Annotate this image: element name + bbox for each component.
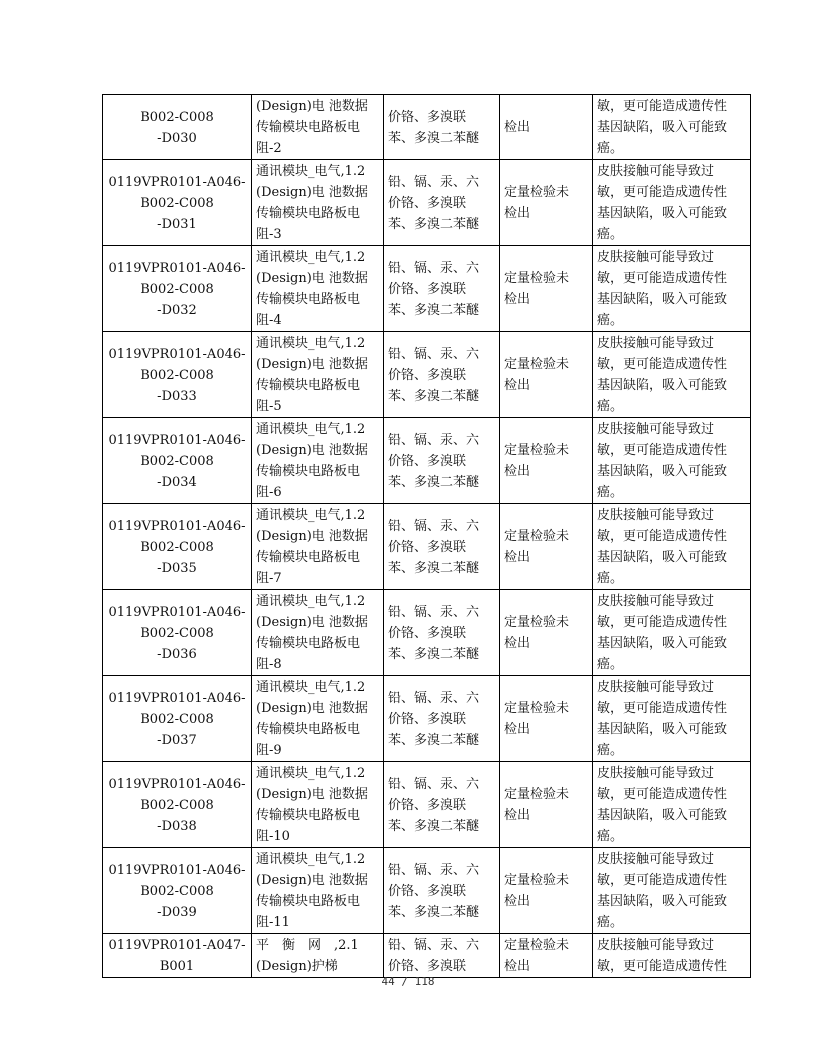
cell-line: 基因缺陷，吸入可能致 xyxy=(597,292,728,307)
table-row xyxy=(103,160,751,246)
cell-line: 皮肤接触可能导致过 xyxy=(597,164,715,179)
cell-line: -D034 xyxy=(157,474,197,490)
result-cell xyxy=(500,762,593,848)
part-name-cell xyxy=(252,160,384,246)
cell-line: 通讯模块_电气,1.2 xyxy=(256,336,366,351)
cell-line: -D031 xyxy=(157,216,197,232)
cell-line: 铅、镉、汞、六 xyxy=(388,518,480,534)
part-code-cell xyxy=(103,762,252,848)
hazard-cell xyxy=(593,934,751,978)
part-name-cell xyxy=(252,590,384,676)
result-cell xyxy=(500,95,593,160)
hazard-cell xyxy=(593,246,751,332)
cell-line: -D037 xyxy=(157,732,197,748)
cell-line: 皮肤接触可能导致过 xyxy=(597,250,715,265)
substances-cell xyxy=(384,848,500,934)
cell-line: 0119VPR0101-A046- xyxy=(108,260,246,276)
cell-line: B002-C008 xyxy=(140,883,214,899)
cell-line: B002-C008 xyxy=(140,109,214,125)
cell-line: 阻-5 xyxy=(256,399,282,414)
cell-line: 皮肤接触可能导致过 xyxy=(597,336,715,351)
cell-line: (Design)电 池数据 xyxy=(256,99,368,114)
substances-cell xyxy=(384,418,500,504)
table-row xyxy=(103,848,751,934)
part-code-cell xyxy=(103,590,252,676)
cell-line: 铅、镉、汞、六 xyxy=(388,432,480,448)
part-name-cell xyxy=(252,418,384,504)
cell-line: 检出 xyxy=(504,636,531,651)
cell-line: 价铬、多溴联 xyxy=(388,883,467,899)
result-cell xyxy=(500,332,593,418)
cell-line: 癌。 xyxy=(597,657,624,672)
cell-line: 价铬、多溴联 xyxy=(388,195,467,211)
cell-line: 苯、多溴二苯醚 xyxy=(388,818,480,834)
cell-line: 传输模块电路板电 xyxy=(256,550,361,565)
hazard-cell xyxy=(593,762,751,848)
hazard-cell xyxy=(593,848,751,934)
cell-line: 定量检验未 xyxy=(504,873,570,888)
part-code-cell xyxy=(103,934,252,978)
cell-line: (Design)电 池数据 xyxy=(256,185,368,200)
hazard-cell xyxy=(593,95,751,160)
cell-line: 基因缺陷，吸入可能致 xyxy=(597,722,728,737)
cell-line: 铅、镉、汞、六 xyxy=(388,346,480,362)
cell-line: B002-C008 xyxy=(140,539,214,555)
cell-line: -D035 xyxy=(157,560,197,576)
cell-line: 定量检验未 xyxy=(504,271,570,286)
cell-line: 价铬、多溴联 xyxy=(388,453,467,469)
cell-line: 苯、多溴二苯醚 xyxy=(388,904,480,920)
cell-line: 铅、镉、汞、六 xyxy=(388,776,480,792)
part-code-cell xyxy=(103,160,252,246)
cell-line: 癌。 xyxy=(597,829,624,844)
cell-line: 定量检验未 xyxy=(504,787,570,802)
cell-line: 基因缺陷，吸入可能致 xyxy=(597,206,728,221)
cell-line: 癌。 xyxy=(597,399,624,414)
part-name-cell xyxy=(252,848,384,934)
cell-line: 传输模块电路板电 xyxy=(256,206,361,221)
cell-line: (Design)电 池数据 xyxy=(256,615,368,630)
table-row xyxy=(103,590,751,676)
cell-line: 价铬、多溴联 xyxy=(388,539,467,555)
cell-line: 基因缺陷，吸入可能致 xyxy=(597,894,728,909)
substances-cell xyxy=(384,762,500,848)
cell-line: 阻-9 xyxy=(256,743,282,758)
result-cell xyxy=(500,590,593,676)
cell-line: 价铬、多溴联 xyxy=(388,711,467,727)
cell-line: 0119VPR0101-A046- xyxy=(108,518,246,534)
cell-line: 敏，更可能造成遗传性 xyxy=(597,873,728,888)
part-name-cell xyxy=(252,762,384,848)
cell-line: 传输模块电路板电 xyxy=(256,120,361,135)
cell-line: 0119VPR0101-A046- xyxy=(108,690,246,706)
cell-line: 苯、多溴二苯醚 xyxy=(388,388,480,404)
cell-line: (Design)电 池数据 xyxy=(256,357,368,372)
cell-line: 阻-7 xyxy=(256,571,282,586)
cell-line: 阻-8 xyxy=(256,657,282,672)
cell-line: 基因缺陷，吸入可能致 xyxy=(597,636,728,651)
result-cell xyxy=(500,504,593,590)
cell-line: -D039 xyxy=(157,904,197,920)
part-code-cell xyxy=(103,246,252,332)
table-body xyxy=(103,95,751,978)
table-row xyxy=(103,676,751,762)
cell-line: (Design)电 池数据 xyxy=(256,701,368,716)
cell-line: 敏，更可能造成遗传性 xyxy=(597,185,728,200)
cell-line: 传输模块电路板电 xyxy=(256,464,361,479)
cell-line: 敏，更可能造成遗传性 xyxy=(597,443,728,458)
cell-line: 价铬、多溴联 xyxy=(388,281,467,297)
cell-line: 敏，更可能造成遗传性 xyxy=(597,99,728,114)
table-row xyxy=(103,332,751,418)
cell-line: 价铬、多溴联 xyxy=(388,109,467,125)
cell-line: 通讯模块_电气,1.2 xyxy=(256,852,366,867)
cell-line: 苯、多溴二苯醚 xyxy=(388,302,480,318)
cell-line: 铅、镉、汞、六 xyxy=(388,260,480,276)
cell-line: 敏，更可能造成遗传性 xyxy=(597,271,728,286)
cell-line: B002-C008 xyxy=(140,625,214,641)
cell-line: 癌。 xyxy=(597,485,624,500)
cell-line: 阻-3 xyxy=(256,227,282,242)
cell-line: 癌。 xyxy=(597,141,624,156)
result-cell xyxy=(500,418,593,504)
result-cell xyxy=(500,160,593,246)
part-code-cell xyxy=(103,332,252,418)
cell-line: 检出 xyxy=(504,464,531,479)
cell-line: 定量检验未 xyxy=(504,615,570,630)
cell-line: 基因缺陷，吸入可能致 xyxy=(597,378,728,393)
cell-line: 癌。 xyxy=(597,227,624,242)
cell-line: 铅、镉、汞、六 xyxy=(388,690,480,706)
cell-line: 通讯模块_电气,1.2 xyxy=(256,766,366,781)
cell-line: 价铬、多溴联 xyxy=(388,959,467,974)
cell-line: 皮肤接触可能导致过 xyxy=(597,594,715,609)
table-row xyxy=(103,504,751,590)
cell-line: 通讯模块_电气,1.2 xyxy=(256,680,366,695)
part-code-cell xyxy=(103,418,252,504)
cell-line: 价铬、多溴联 xyxy=(388,367,467,383)
cell-line: 0119VPR0101-A046- xyxy=(108,174,246,190)
result-cell xyxy=(500,848,593,934)
cell-line: -D030 xyxy=(157,130,197,146)
hazard-cell xyxy=(593,160,751,246)
cell-line: 价铬、多溴联 xyxy=(388,625,467,641)
cell-line: 检出 xyxy=(504,722,531,737)
cell-line: (Design)电 池数据 xyxy=(256,787,368,802)
cell-line: 传输模块电路板电 xyxy=(256,808,361,823)
cell-line: 铅、镉、汞、六 xyxy=(388,862,480,878)
cell-line: 价铬、多溴联 xyxy=(388,797,467,813)
cell-line: 铅、镉、汞、六 xyxy=(388,604,480,620)
cell-line: 癌。 xyxy=(597,313,624,328)
substances-cell xyxy=(384,676,500,762)
part-name-cell xyxy=(252,246,384,332)
cell-line: (Design)电 池数据 xyxy=(256,529,368,544)
cell-line: 基因缺陷，吸入可能致 xyxy=(597,550,728,565)
cell-line: 皮肤接触可能导致过 xyxy=(597,508,715,523)
part-code-cell xyxy=(103,848,252,934)
hazard-table xyxy=(102,94,751,978)
cell-line: 检出 xyxy=(504,550,531,565)
part-name-cell xyxy=(252,676,384,762)
cell-line: 检出 xyxy=(504,120,531,135)
part-name-cell xyxy=(252,504,384,590)
hazard-cell xyxy=(593,676,751,762)
cell-line: (Design)电 池数据 xyxy=(256,271,368,286)
cell-line: 苯、多溴二苯醚 xyxy=(388,216,480,232)
cell-line: B002-C008 xyxy=(140,367,214,383)
cell-line: 苯、多溴二苯醚 xyxy=(388,130,480,146)
cell-line: 定量检验未 xyxy=(504,701,570,716)
cell-line: 皮肤接触可能导致过 xyxy=(597,938,715,953)
part-name-cell xyxy=(252,934,384,978)
cell-line: 敏，更可能造成遗传性 xyxy=(597,615,728,630)
cell-line: B002-C008 xyxy=(140,797,214,813)
substances-cell xyxy=(384,504,500,590)
hazard-cell xyxy=(593,590,751,676)
cell-line: 通讯模块_电气,1.2 xyxy=(256,508,366,523)
cell-line: 检出 xyxy=(504,959,531,974)
table-row xyxy=(103,418,751,504)
cell-line: 0119VPR0101-A046- xyxy=(108,604,246,620)
cell-line: 基因缺陷，吸入可能致 xyxy=(597,808,728,823)
cell-line: 癌。 xyxy=(597,571,624,586)
substances-cell xyxy=(384,332,500,418)
cell-line: 通讯模块_电气,1.2 xyxy=(256,164,366,179)
substances-cell xyxy=(384,934,500,978)
cell-line: (Design)电 池数据 xyxy=(256,873,368,888)
cell-line: (Design)电 池数据 xyxy=(256,443,368,458)
cell-line: -D038 xyxy=(157,818,197,834)
part-code-cell xyxy=(103,676,252,762)
cell-line: 定量检验未 xyxy=(504,938,570,953)
substances-cell xyxy=(384,95,500,160)
cell-line: 铅、镉、汞、六 xyxy=(388,938,480,953)
hazard-cell xyxy=(593,418,751,504)
cell-line: 0119VPR0101-A047- xyxy=(108,938,246,953)
cell-line: 皮肤接触可能导致过 xyxy=(597,766,715,781)
cell-line: 基因缺陷，吸入可能致 xyxy=(597,120,728,135)
cell-line: 检出 xyxy=(504,894,531,909)
cell-line: 传输模块电路板电 xyxy=(256,722,361,737)
cell-line: 传输模块电路板电 xyxy=(256,292,361,307)
table-row xyxy=(103,934,751,978)
cell-line: 基因缺陷，吸入可能致 xyxy=(597,464,728,479)
cell-line: 癌。 xyxy=(597,915,624,930)
page-indicator: 44 / 118 xyxy=(381,975,435,988)
cell-line: 0119VPR0101-A046- xyxy=(108,432,246,448)
cell-line: 传输模块电路板电 xyxy=(256,636,361,651)
cell-line: 通讯模块_电气,1.2 xyxy=(256,422,366,437)
result-cell xyxy=(500,934,593,978)
cell-line: 敏，更可能造成遗传性 xyxy=(597,787,728,802)
hazard-cell xyxy=(593,504,751,590)
cell-line: 通讯模块_电气,1.2 xyxy=(256,594,366,609)
cell-line: 敏，更可能造成遗传性 xyxy=(597,357,728,372)
cell-line: 检出 xyxy=(504,206,531,221)
cell-line: 通讯模块_电气,1.2 xyxy=(256,250,366,265)
cell-line: 皮肤接触可能导致过 xyxy=(597,422,715,437)
table-row xyxy=(103,95,751,160)
cell-line: 敏，更可能造成遗传性 xyxy=(597,529,728,544)
substances-cell xyxy=(384,160,500,246)
cell-line: 检出 xyxy=(504,378,531,393)
cell-line: 阻-2 xyxy=(256,141,282,156)
hazard-cell xyxy=(593,332,751,418)
cell-line: B002-C008 xyxy=(140,453,214,469)
cell-line: 定量检验未 xyxy=(504,185,570,200)
part-code-cell xyxy=(103,504,252,590)
cell-line: 检出 xyxy=(504,292,531,307)
cell-line: (Design)护梯 xyxy=(256,959,338,974)
cell-line: B001 xyxy=(159,959,195,974)
cell-line: 癌。 xyxy=(597,743,624,758)
cell-line: 定量检验未 xyxy=(504,357,570,372)
cell-line: 阻-4 xyxy=(256,313,282,328)
part-name-cell xyxy=(252,332,384,418)
cell-line: -D033 xyxy=(157,388,197,404)
cell-line: 苯、多溴二苯醚 xyxy=(388,474,480,490)
cell-line: B002-C008 xyxy=(140,195,214,211)
cell-line: 阻-10 xyxy=(256,829,290,844)
table-row xyxy=(103,246,751,332)
cell-line: 0119VPR0101-A046- xyxy=(108,862,246,878)
substances-cell xyxy=(384,590,500,676)
table-row xyxy=(103,762,751,848)
cell-line: B002-C008 xyxy=(140,711,214,727)
cell-line: 0119VPR0101-A046- xyxy=(108,346,246,362)
cell-line: 敏，更可能造成遗传性 xyxy=(597,959,728,974)
cell-line: 阻-6 xyxy=(256,485,282,500)
cell-line: 铅、镉、汞、六 xyxy=(388,174,480,190)
cell-line: 苯、多溴二苯醚 xyxy=(388,560,480,576)
cell-line: 敏，更可能造成遗传性 xyxy=(597,701,728,716)
cell-line: 检出 xyxy=(504,808,531,823)
cell-line: -D036 xyxy=(157,646,197,662)
cell-line: 定量检验未 xyxy=(504,443,570,458)
result-cell xyxy=(500,676,593,762)
cell-line: -D032 xyxy=(157,302,197,318)
cell-line: 皮肤接触可能导致过 xyxy=(597,680,715,695)
cell-line: B002-C008 xyxy=(140,281,214,297)
result-cell xyxy=(500,246,593,332)
cell-line: 皮肤接触可能导致过 xyxy=(597,852,715,867)
substances-cell xyxy=(384,246,500,332)
cell-line: 苯、多溴二苯醚 xyxy=(388,646,480,662)
cell-line: 定量检验未 xyxy=(504,529,570,544)
cell-line: 阻-11 xyxy=(256,915,290,930)
part-name-cell xyxy=(252,95,384,160)
cell-line: 传输模块电路板电 xyxy=(256,378,361,393)
cell-line: 传输模块电路板电 xyxy=(256,894,361,909)
cell-line: 苯、多溴二苯醚 xyxy=(388,732,480,748)
cell-line: 平 衡 网 ,2.1 xyxy=(256,938,359,953)
part-code-cell xyxy=(103,95,252,160)
cell-line: 0119VPR0101-A046- xyxy=(108,776,246,792)
